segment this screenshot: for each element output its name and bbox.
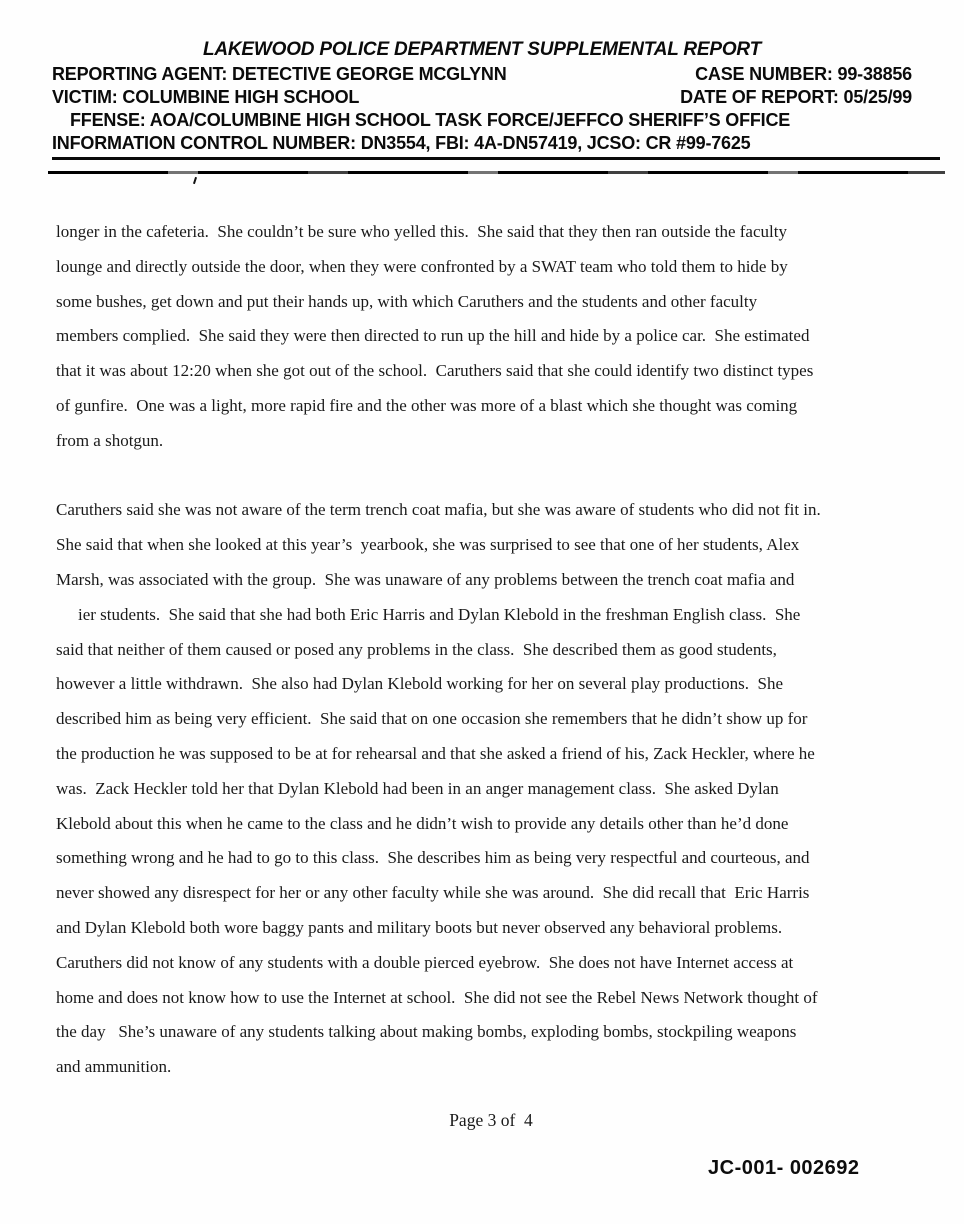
body-line: said that neither of them caused or posed any problems in the class. She described them as good students,	[56, 639, 777, 659]
body-line: some bushes, get down and put their hands up, with which Caruthers and the students and other faculty	[56, 291, 758, 311]
body-line: She said that when she looked at this year’s yearbook, she was surprised to see that one of her students, Alex	[56, 535, 800, 555]
report-title: LAKEWOOD POLICE DEPARTMENT SUPPLEMENTAL REPORT	[202, 39, 762, 60]
scan-tick-mark	[193, 177, 197, 184]
body-line: never showed any disrespect for her or any other faculty while she was around. She did recall that Eric Harris	[56, 883, 810, 903]
body-line: longer in the cafeteria. She couldn’t be sure who yelled this. She said that they then ran outside the faculty	[56, 222, 787, 241]
page-number: Page 3 of 4	[449, 1110, 533, 1130]
header-divider-line	[48, 171, 945, 174]
case-number-field: CASE NUMBER: 99-38856	[695, 64, 912, 84]
body-line: Caruthers said she was not aware of the term trench coat mafia, but she was aware of students who did not fit in.	[56, 500, 821, 520]
body-line: described him as being very efficient. She said that on one occasion she remembers that he didn’t show up for	[56, 709, 808, 729]
body-line: something wrong and he had to go to this class. She describes him as being very respectful and courteous, and	[56, 848, 810, 868]
body-line: that it was about 12:20 when she got out of the school. Caruthers said that she could identify two distinct types	[56, 361, 814, 381]
offense-field: FFENSE: AOA/COLUMBINE HIGH SCHOOL TASK FORCE/JEFFCO SHERIFF’S OFFICE	[70, 110, 791, 130]
body-line: was. Zack Heckler told her that Dylan Klebold had been in an anger management class. She asked Dylan	[56, 778, 779, 798]
victim-field: VICTIM: COLUMBINE HIGH SCHOOL	[52, 87, 360, 107]
body-line: from a shotgun.	[56, 430, 164, 450]
body-line: however a little withdrawn. She also had Dylan Klebold working for her on several play productions. She	[56, 674, 784, 694]
body-line: Caruthers did not know of any students with a double pierced eyebrow. She does not have Internet access at	[56, 952, 794, 972]
report-paragraph-2	[56, 493, 934, 1085]
report-body	[56, 215, 934, 1085]
report-header	[52, 38, 912, 160]
paragraph-gap	[56, 459, 934, 494]
date-of-report-field: DATE OF REPORT: 05/25/99	[680, 87, 912, 107]
body-line: the production he was supposed to be at for rehearsal and that she asked a friend of his, Zack Heckler, where he	[56, 743, 815, 763]
body-line: Klebold about this when he came to the class and he didn’t wish to provide any details other than he’d done	[56, 813, 789, 833]
body-line: ier students. She said that she had both Eric Harris and Dylan Klebold in the freshman English class. She	[78, 604, 801, 624]
information-control-field: INFORMATION CONTROL NUMBER: DN3554, FBI: 4A-DN57419, JCSO: CR #99-7625	[52, 132, 940, 160]
body-line: and Dylan Klebold both wore baggy pants and military boots but never observed any behavioral problems.	[56, 917, 783, 937]
report-paragraph-1	[56, 215, 934, 459]
body-line: lounge and directly outside the door, when they were confronted by a SWAT team who told them to hide by	[56, 256, 788, 276]
body-line: Marsh, was associated with the group. She was unaware of any problems between the trench coat mafia and	[56, 569, 795, 589]
body-line: and ammunition.	[56, 1057, 172, 1077]
body-line: home and does not know how to use the Internet at school. She did not see the Rebel News Network thought of	[56, 987, 818, 1007]
body-line: members complied. She said they were then directed to run up the hill and hide by a police car. She estimated	[56, 326, 810, 346]
body-line: of gunfire. One was a light, more rapid fire and the other was more of a blast which she thought was coming	[56, 395, 798, 415]
bates-number: JC-001- 002692	[708, 1157, 860, 1179]
header-row-agent-case	[52, 63, 912, 86]
body-line: the day She’s unaware of any students talking about making bombs, exploding bombs, stockpiling weapons	[56, 1022, 797, 1042]
reporting-agent-field: REPORTING AGENT: DETECTIVE GEORGE MCGLYNN	[52, 64, 507, 84]
header-row-victim-date	[52, 86, 912, 109]
